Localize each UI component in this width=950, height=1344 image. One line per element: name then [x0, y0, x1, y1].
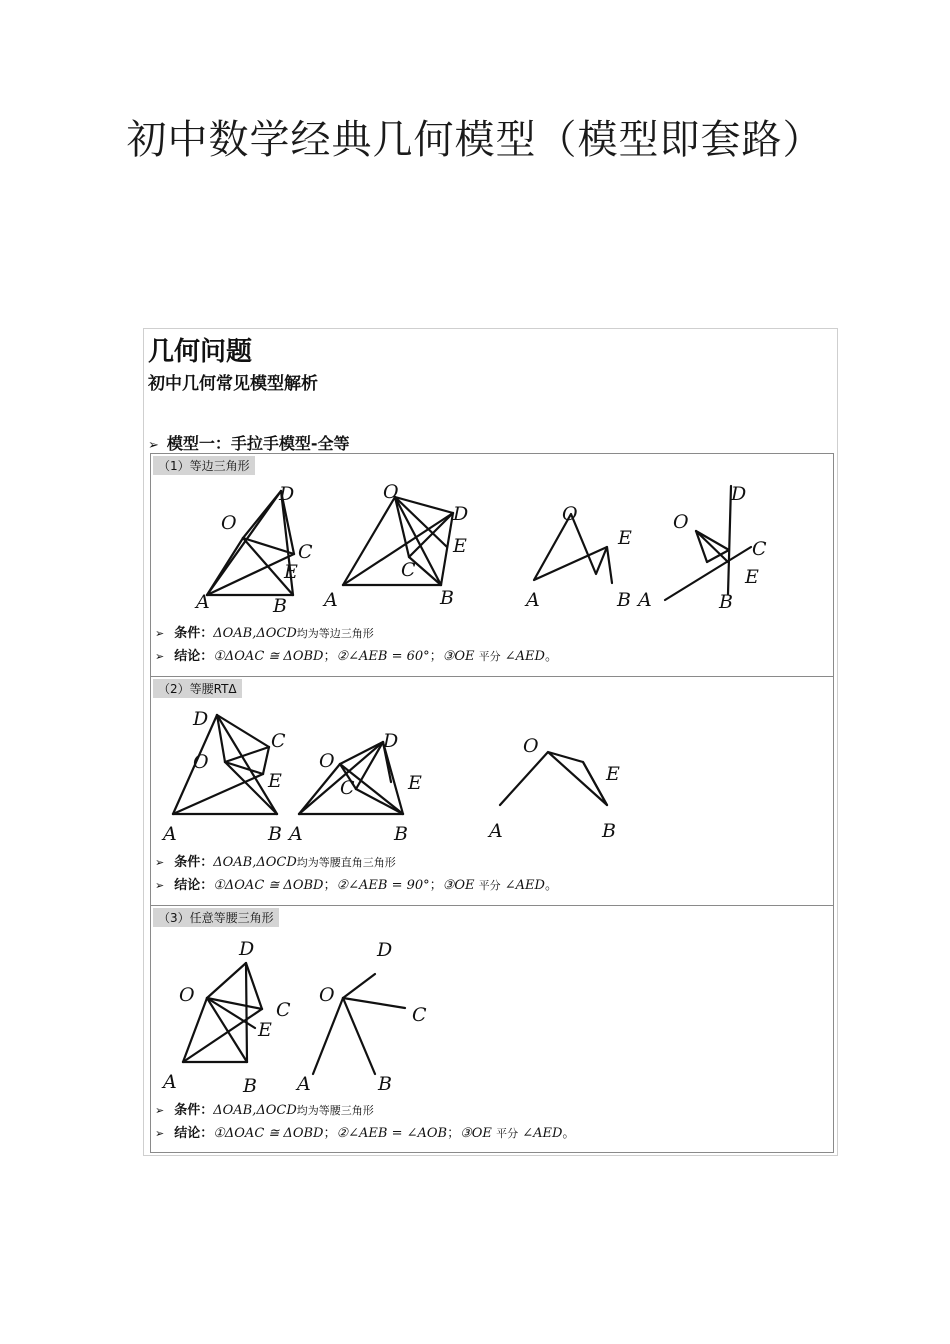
label-B: B	[243, 1075, 257, 1097]
label-B: B	[273, 595, 287, 617]
figure-2a	[161, 708, 286, 845]
condition-text: 均为等边三角形	[296, 627, 374, 640]
label-C: C	[752, 538, 767, 560]
label-C: C	[340, 777, 355, 799]
figure-2b	[287, 730, 422, 845]
label-A: A	[297, 1073, 311, 1095]
label-C: C	[298, 541, 313, 563]
section-isosceles	[150, 905, 834, 1153]
label-B: B	[440, 587, 454, 609]
label-B: B	[719, 591, 733, 613]
arrow-bullet-icon: ➢	[155, 1127, 165, 1140]
section-figures	[151, 677, 833, 905]
label-C: C	[412, 1004, 427, 1026]
conclusion-3: ③OE	[442, 878, 475, 893]
label-O: O	[319, 750, 335, 772]
conclusion-2: ②∠AEB = ∠AOB	[336, 1126, 448, 1141]
label-B: B	[394, 823, 408, 845]
model-title	[148, 431, 350, 454]
label-D: D	[279, 483, 295, 505]
label-D: D	[193, 708, 209, 730]
document-title: 初中数学经典几何模型（模型即套路）	[126, 117, 824, 163]
condition-label: 条件：	[174, 1103, 214, 1118]
label-A: A	[163, 823, 177, 845]
label-A: A	[289, 823, 303, 845]
condition-row	[155, 851, 396, 870]
label-B: B	[617, 589, 631, 611]
condition-label: 条件：	[174, 855, 214, 870]
arrow-bullet-icon: ➢	[155, 856, 165, 869]
model-sheet	[143, 328, 838, 1156]
condition-row	[155, 1099, 374, 1118]
condition-row	[155, 622, 374, 641]
conclusion-label: 结论：	[174, 1126, 214, 1141]
label-E: E	[618, 527, 632, 549]
label-D: D	[453, 503, 469, 525]
label-E: E	[258, 1019, 272, 1041]
model-title-text: 模型一：手拉手模型-全等	[166, 434, 350, 453]
section-isosceles-right	[150, 676, 834, 906]
figure-3a	[161, 938, 291, 1097]
conclusion-3: ③OE	[442, 649, 475, 664]
conclusion-row: ➢ 结论：①ΔOAC ≅ ΔOBD；②∠AEB = ∠AOB；③OE 平分 ∠AED。	[155, 1126, 576, 1141]
arrow-bullet-icon: ➢	[148, 438, 159, 453]
section-tag: （1）等边三角形	[153, 456, 255, 475]
figure-3b	[295, 939, 427, 1095]
conclusion-label: 结论：	[174, 878, 214, 893]
label-O: O	[179, 984, 195, 1006]
label-O: O	[523, 735, 539, 757]
arrow-bullet-icon: ➢	[155, 650, 165, 663]
condition-text: 均为等腰直角三角形	[296, 856, 396, 869]
label-O: O	[221, 512, 237, 534]
condition-math: ΔOAB,ΔOCD	[213, 855, 297, 870]
label-A: A	[163, 1071, 177, 1093]
label-O: O	[562, 503, 578, 525]
sheet-heading: 几何问题	[148, 337, 253, 367]
condition-math: ΔOAB,ΔOCD	[213, 1103, 297, 1118]
conclusion-2: ②∠AEB = 60°	[336, 649, 430, 664]
label-E: E	[606, 763, 620, 785]
figure-1c	[524, 503, 632, 611]
label-O: O	[193, 751, 209, 773]
label-B: B	[378, 1073, 392, 1095]
label-C: C	[276, 999, 291, 1021]
condition-math: ΔOAB,ΔOCD	[213, 626, 297, 641]
label-A: A	[324, 589, 338, 611]
label-E: E	[408, 772, 422, 794]
label-B: B	[602, 820, 616, 842]
section-tag: （2）等腰RTΔ	[153, 679, 242, 698]
arrow-bullet-icon: ➢	[155, 879, 165, 892]
conclusion-3: ③OE	[460, 1126, 492, 1141]
label-O: O	[673, 511, 689, 533]
label-D: D	[377, 939, 393, 961]
label-A: A	[489, 820, 503, 842]
section-tag: （3）任意等腰三角形	[153, 908, 279, 927]
conclusion-row: ➢ 结论：①ΔOAC ≅ ΔOBD；②∠AEB = 90°；③OE 平分 ∠AED。	[155, 878, 558, 893]
label-D: D	[731, 483, 747, 505]
section-figures	[151, 454, 833, 676]
conclusion-1: ①ΔOAC ≅ ΔOBD	[213, 1126, 324, 1141]
conclusion-label: 结论：	[174, 649, 214, 664]
label-A: A	[196, 591, 210, 613]
sheet-subheading: 初中几何常见模型解析	[148, 374, 318, 394]
label-E: E	[745, 566, 759, 588]
label-C: C	[401, 559, 416, 581]
label-O: O	[319, 984, 335, 1006]
condition-text: 均为等腰三角形	[296, 1104, 374, 1117]
label-E: E	[284, 561, 298, 583]
label-B: B	[268, 823, 282, 845]
section-equilateral	[150, 453, 834, 677]
label-O: O	[383, 481, 399, 503]
label-E: E	[268, 770, 282, 792]
figure-1d	[636, 483, 767, 613]
conclusion-1: ①ΔOAC ≅ ΔOBD	[213, 878, 324, 893]
conclusion-2: ②∠AEB = 90°	[336, 878, 430, 893]
label-E: E	[453, 535, 467, 557]
arrow-bullet-icon: ➢	[155, 627, 165, 640]
label-C: C	[271, 730, 286, 752]
figure-1a	[194, 483, 313, 617]
figure-1b	[322, 481, 468, 611]
conclusion-1: ①ΔOAC ≅ ΔOBD	[213, 649, 324, 664]
label-A: A	[526, 589, 540, 611]
conclusion-row: ➢ 结论：①ΔOAC ≅ ΔOBD；②∠AEB = 60°；③OE 平分 ∠AED。	[155, 649, 558, 664]
label-D: D	[383, 730, 399, 752]
figure-2c	[487, 735, 620, 842]
label-D: D	[239, 938, 255, 960]
condition-label: 条件：	[174, 626, 214, 641]
label-A: A	[638, 589, 652, 611]
arrow-bullet-icon: ➢	[155, 1104, 165, 1117]
